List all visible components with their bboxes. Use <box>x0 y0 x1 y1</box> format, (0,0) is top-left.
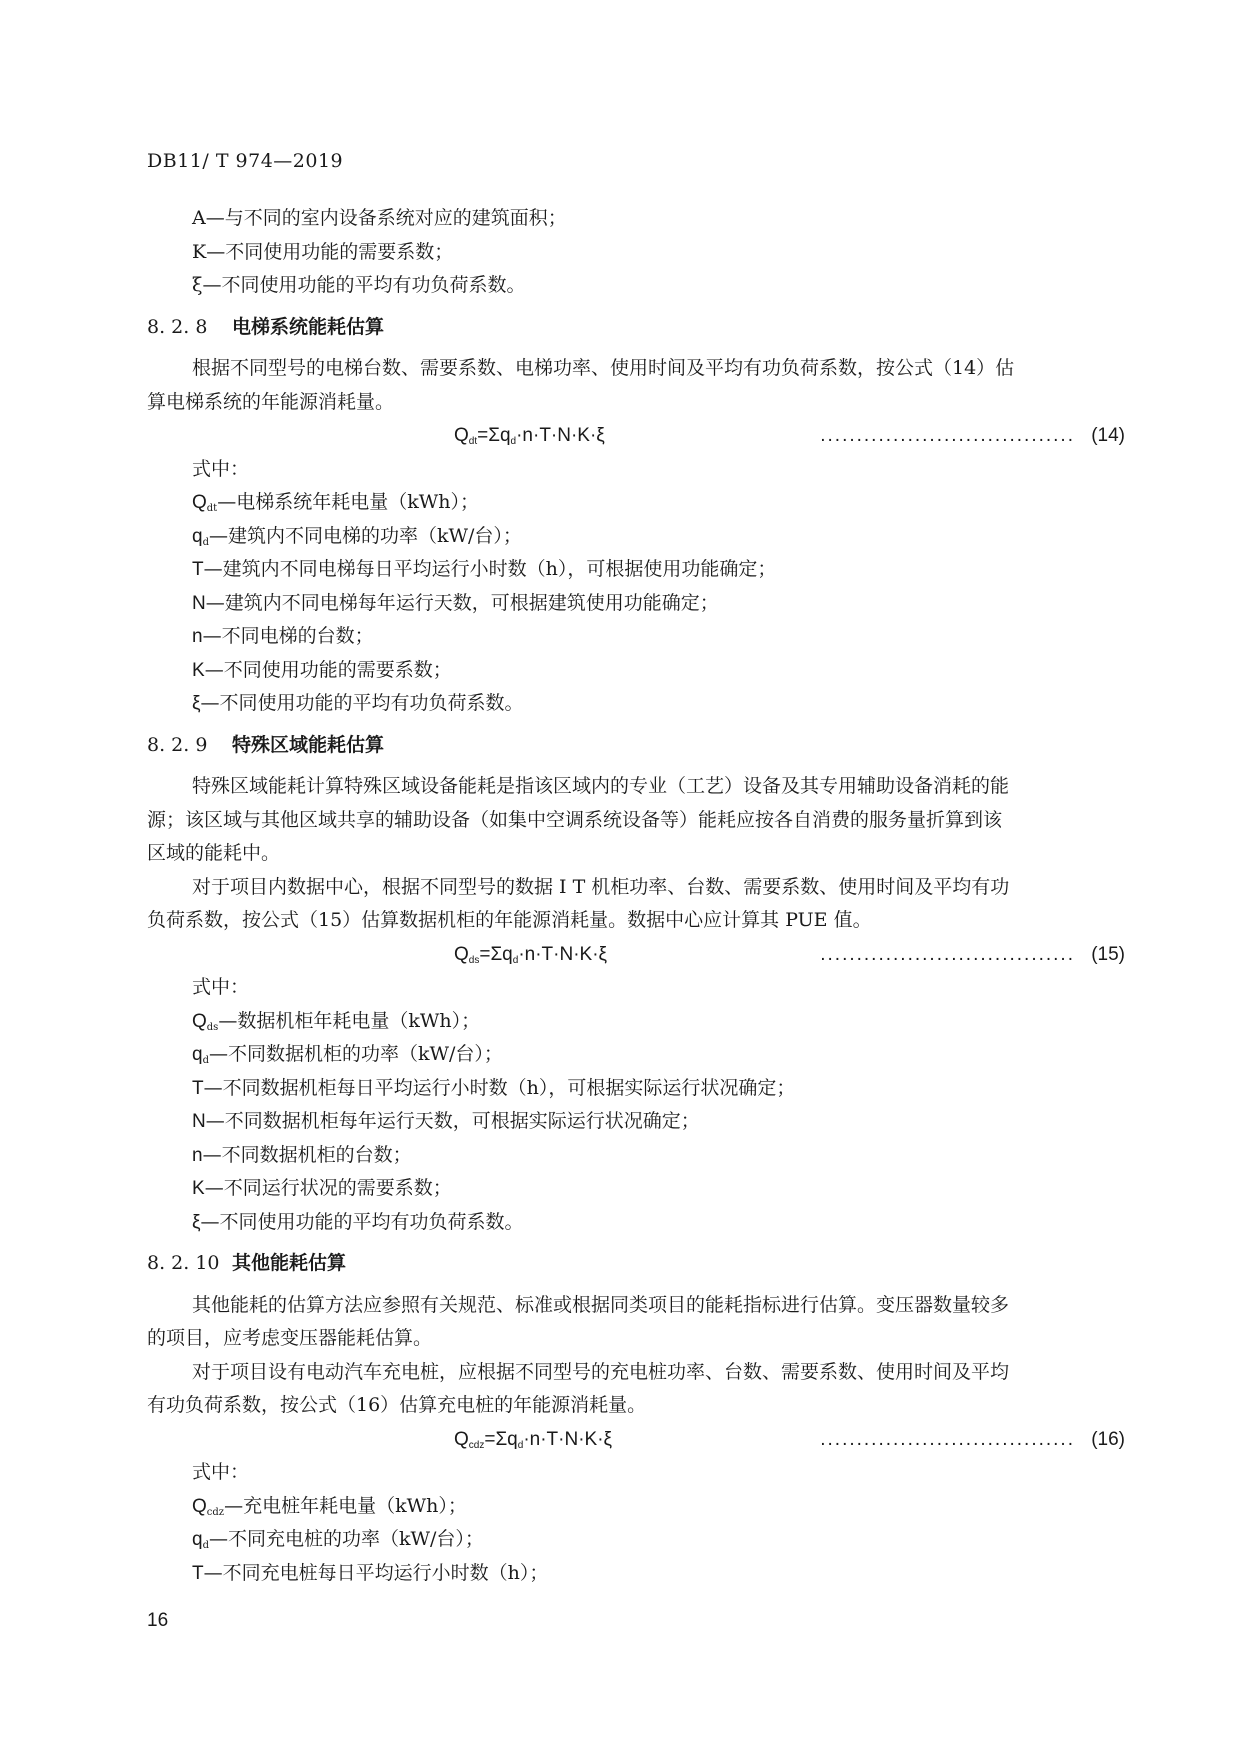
definition-line: ξ—不同使用功能的平均有功负荷系数。 <box>192 274 526 296</box>
definition-line <box>147 1105 1125 1139</box>
definition-line: K—不同使用功能的需要系数； <box>192 240 454 263</box>
paragraph-line: 其他能耗的估算方法应参照有关规范、标准或根据同类项目的能耗指标进行估算。变压器数量较多 <box>192 1293 1010 1316</box>
where-label: 式中： <box>192 457 250 480</box>
definition-text: —不同数据机柜的功率（kW/台）； <box>208 1043 503 1065</box>
definition-symbol: Q <box>192 492 207 513</box>
definition-line <box>147 553 1125 587</box>
formula-number: (16) <box>1091 1428 1125 1450</box>
definition-text: —不同使用功能的平均有功负荷系数。 <box>200 1210 524 1233</box>
definition-line <box>147 687 1125 721</box>
definition-text: —建筑内不同电梯的功率（kW/台）； <box>208 524 522 547</box>
definition-symbol: Q <box>192 1010 207 1032</box>
page-content <box>147 202 1125 1590</box>
definition-line <box>147 486 1125 520</box>
paragraph-line: 对于项目设有电动汽车充电桩，应根据不同型号的充电桩功率、台数、需要系数、使用时间及平均 <box>192 1360 1010 1383</box>
paragraph-line: 特殊区域能耗计算特殊区域设备能耗是指该区域内的专业（工艺）设备及其专用辅助设备消耗的能 <box>192 775 1010 797</box>
standard-code: DB11/ T 974—2019 <box>147 150 344 172</box>
definition-text: —不同数据机柜每日平均运行小时数（h），可根据实际运行状况确定； <box>203 1076 796 1099</box>
definition-symbol: q <box>192 1529 203 1550</box>
formula-leader-dots: ................................... <box>820 1428 1075 1450</box>
definition-line <box>147 587 1125 621</box>
section-number: 8. 2. 9 <box>147 733 208 756</box>
definition-line <box>147 1523 1125 1557</box>
definition-text: —建筑内不同电梯每日平均运行小时数（h），可根据使用功能确定； <box>203 558 777 580</box>
section-heading-8-2-8 <box>147 311 1125 345</box>
definition-text: —不同充电桩的功率（kW/台）； <box>208 1528 484 1550</box>
definition-symbol: n <box>192 1144 203 1166</box>
formula-expression: $Q_{dt}=\Sigma q_d\cdot n\cdot T\cdot N\cdot K\cdot\xi$ <box>454 425 605 447</box>
definition-line <box>147 1172 1125 1206</box>
definition-line <box>147 1139 1125 1173</box>
definition-symbol: Q <box>192 1495 207 1517</box>
section-heading-8-2-10 <box>147 1247 1125 1281</box>
formula-expression: $Q_{cdz}=\Sigma q_d\cdot n\cdot T\cdot N\cdot K\cdot\xi$ <box>454 1428 613 1451</box>
definition-symbol: K <box>192 659 205 681</box>
paragraph-line: 有功负荷系数，按公式（16）估算充电桩的年能源消耗量。 <box>147 1394 647 1416</box>
definition-line <box>147 1005 1125 1039</box>
paragraph-line: 区域的能耗中。 <box>147 842 281 864</box>
definition-subscript: d <box>202 1540 209 1551</box>
section-number: 8. 2. 8 <box>147 315 208 338</box>
definition-text: —不同数据机柜每年运行天数，可根据实际运行状况确定； <box>205 1110 700 1132</box>
definition-symbol: q <box>192 525 203 547</box>
section-heading-8-2-9 <box>147 729 1125 763</box>
definition-subscript: dt <box>206 503 218 514</box>
formula-expression: $Q_{ds}=\Sigma q_d\cdot n\cdot T\cdot N\cdot K\cdot\xi$ <box>454 943 608 966</box>
definition-text: —不同电梯的台数； <box>202 625 374 647</box>
definition-subscript: d <box>202 1055 209 1066</box>
definition-line: A—与不同的室内设备系统对应的建筑面积； <box>192 207 567 229</box>
definition-subscript: cdz <box>206 1506 225 1518</box>
definition-text: —不同数据机柜的台数； <box>202 1143 412 1166</box>
definition-symbol: N <box>192 1111 206 1132</box>
definition-text: —建筑内不同电梯每年运行天数，可根据建筑使用功能确定； <box>205 591 719 614</box>
definition-line <box>147 520 1125 554</box>
definition-text: —不同运行状况的需要系数； <box>204 1177 452 1199</box>
definition-line <box>147 1072 1125 1106</box>
where-label: 式中： <box>192 976 250 998</box>
paragraph-line: 对于项目内数据中心，根据不同型号的数据 I T 机柜功率、台数、需要系数、使用时间及平均有功 <box>192 875 1010 898</box>
paragraph-line: 源；该区域与其他区域共享的辅助设备（如集中空调系统设备等）能耗应按各自消费的服务量折算到该 <box>147 808 1003 831</box>
definition-text: —数据机柜年耗电量（kWh）； <box>218 1009 481 1032</box>
formula-leader-dots: ................................... <box>820 943 1075 965</box>
formula-16 <box>147 1423 1125 1457</box>
definition-text: —充电桩年耗电量（kWh）； <box>224 1494 467 1517</box>
definition-symbol: q <box>192 1044 203 1065</box>
paragraph-line: 算电梯系统的年能源消耗量。 <box>147 390 395 413</box>
definition-symbol: T <box>192 1077 204 1099</box>
definition-subscript: d <box>202 536 209 548</box>
section-title: 特殊区域能耗估算 <box>232 733 385 756</box>
formula-number: (14) <box>1091 425 1125 446</box>
paragraph-line: 的项目，应考虑变压器能耗估算。 <box>147 1327 433 1349</box>
definition-subscript: ds <box>206 1021 219 1033</box>
definition-symbol: n <box>192 626 203 647</box>
definition-text: —电梯系统年耗电量（kWh）； <box>217 491 479 513</box>
formula-14 <box>147 419 1125 453</box>
definition-text: —不同充电桩每日平均运行小时数（h）； <box>203 1561 549 1584</box>
section-number: 8. 2. 10 <box>147 1252 220 1274</box>
definition-line <box>147 1206 1125 1240</box>
definition-text: —不同使用功能的平均有功负荷系数。 <box>200 692 524 714</box>
paragraph-line: 负荷系数，按公式（15）估算数据机柜的年能源消耗量。数据中心应计算其 PUE 值。 <box>147 909 872 931</box>
definition-line <box>147 654 1125 688</box>
definition-symbol: T <box>192 559 204 580</box>
definition-symbol: ξ <box>192 693 201 714</box>
page-number: 16 <box>147 1610 169 1631</box>
section-title: 其他能耗估算 <box>232 1252 347 1274</box>
definition-symbol: ξ <box>192 1211 201 1233</box>
paragraph-line: 根据不同型号的电梯台数、需要系数、电梯功率、使用时间及平均有功负荷系数，按公式（14）估 <box>192 357 1015 379</box>
definition-line <box>147 620 1125 654</box>
definition-line <box>147 1557 1125 1591</box>
definition-line <box>147 1490 1125 1524</box>
definition-line <box>147 1038 1125 1072</box>
definition-symbol: N <box>192 592 206 614</box>
section-title: 电梯系统能耗估算 <box>232 315 385 338</box>
formula-number: (15) <box>1091 943 1125 965</box>
formula-15 <box>147 938 1125 972</box>
definition-symbol: T <box>192 1562 204 1584</box>
definition-text: —不同使用功能的需要系数； <box>204 658 452 681</box>
definition-symbol: K <box>192 1178 205 1199</box>
where-label: 式中： <box>192 1461 250 1483</box>
formula-leader-dots: ................................... <box>820 425 1075 446</box>
